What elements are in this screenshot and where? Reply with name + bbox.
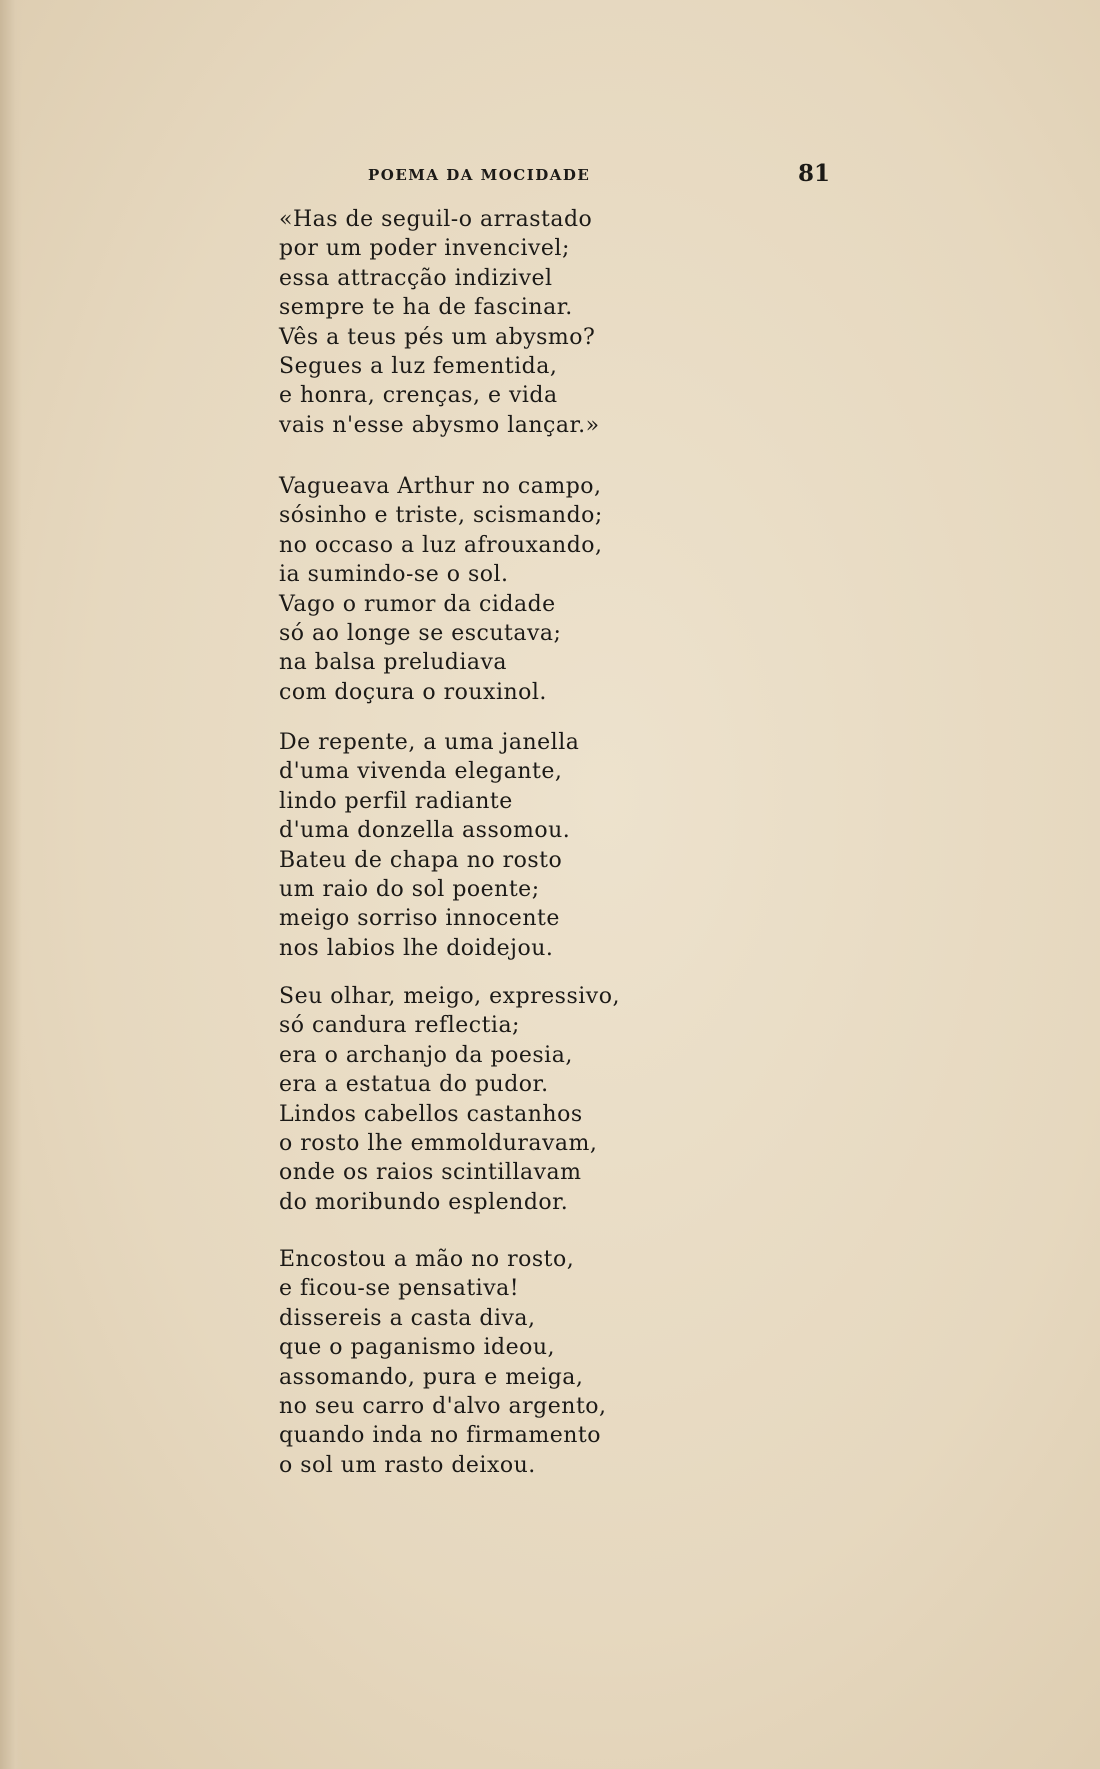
verse-line: Segues a luz fementida, bbox=[279, 353, 558, 379]
verse-line: que o paganismo ideou, bbox=[279, 1335, 556, 1361]
verse-line: «Has de seguil-o arrastado bbox=[279, 207, 593, 232]
stanza-5 bbox=[279, 1245, 607, 1480]
verse-line: por um poder invencivel; bbox=[279, 236, 570, 262]
verse-line: assomando, pura e meiga, bbox=[279, 1364, 584, 1390]
verse-line: o rosto lhe emmolduravam, bbox=[279, 1130, 598, 1156]
verse-line: com doçura o rouxinol. bbox=[279, 679, 547, 705]
verse-line: Lindos cabellos castanhos bbox=[279, 1101, 583, 1127]
page-number: 81 bbox=[798, 160, 831, 187]
verse-line: sempre te ha de fascinar. bbox=[279, 295, 573, 321]
verse-line: era a estatua do pudor. bbox=[279, 1072, 549, 1098]
stanza-1 bbox=[279, 205, 600, 440]
verse-line: ia sumindo-se o sol. bbox=[279, 562, 509, 588]
verse-line: e honra, crenças, e vida bbox=[279, 383, 558, 409]
verse-line: no seu carro d'alvo argento, bbox=[279, 1393, 607, 1419]
verse-line: Vês a teus pés um abysmo? bbox=[279, 324, 596, 350]
verse-line: era o archanjo da poesia, bbox=[279, 1042, 573, 1068]
stanza-3 bbox=[279, 728, 579, 963]
verse-line: só candura reflectia; bbox=[279, 1013, 520, 1039]
verse-line: vais n'esse abysmo lançar.» bbox=[279, 412, 600, 438]
stanza-4 bbox=[279, 982, 620, 1217]
verse-line: nos labios lhe doidejou. bbox=[279, 935, 554, 961]
verse-line: Bateu de chapa no rosto bbox=[279, 847, 563, 873]
verse-line: d'uma donzella assomou. bbox=[279, 818, 571, 844]
verse-line: Vagueava Arthur no campo, bbox=[279, 474, 602, 499]
verse-line: na balsa preludiava bbox=[279, 650, 508, 676]
verse-line: essa attracção indizivel bbox=[279, 265, 553, 291]
verse-line: lindo perfil radiante bbox=[279, 788, 513, 814]
verse-line: sósinho e triste, scismando; bbox=[279, 503, 603, 529]
verse-line: onde os raios scintillavam bbox=[279, 1160, 582, 1186]
verse-line: no occaso a luz afrouxando, bbox=[279, 532, 603, 558]
verse-line: dissereis a casta diva, bbox=[279, 1305, 536, 1331]
page-gutter bbox=[0, 0, 22, 1769]
verse-line: um raio do sol poente; bbox=[279, 876, 540, 902]
verse-line: Encostou a mão no rosto, bbox=[279, 1247, 575, 1272]
verse-line: De repente, a uma janella bbox=[279, 730, 580, 755]
verse-line: e ficou-se pensativa! bbox=[279, 1276, 520, 1302]
verse-line: quando inda no firmamento bbox=[279, 1423, 601, 1449]
verse-line: Vago o rumor da cidade bbox=[279, 591, 556, 617]
verse-line: do moribundo esplendor. bbox=[279, 1189, 569, 1215]
verse-line: meigo sorriso innocente bbox=[279, 906, 560, 932]
verse-line: o sol um rasto deixou. bbox=[279, 1452, 536, 1478]
verse-line: Seu olhar, meigo, expressivo, bbox=[279, 984, 620, 1009]
running-title: POEMA DA MOCIDADE bbox=[368, 166, 591, 184]
verse-line: só ao longe se escutava; bbox=[279, 620, 562, 646]
stanza-2 bbox=[279, 472, 603, 707]
verse-line: d'uma vivenda elegante, bbox=[279, 759, 563, 785]
